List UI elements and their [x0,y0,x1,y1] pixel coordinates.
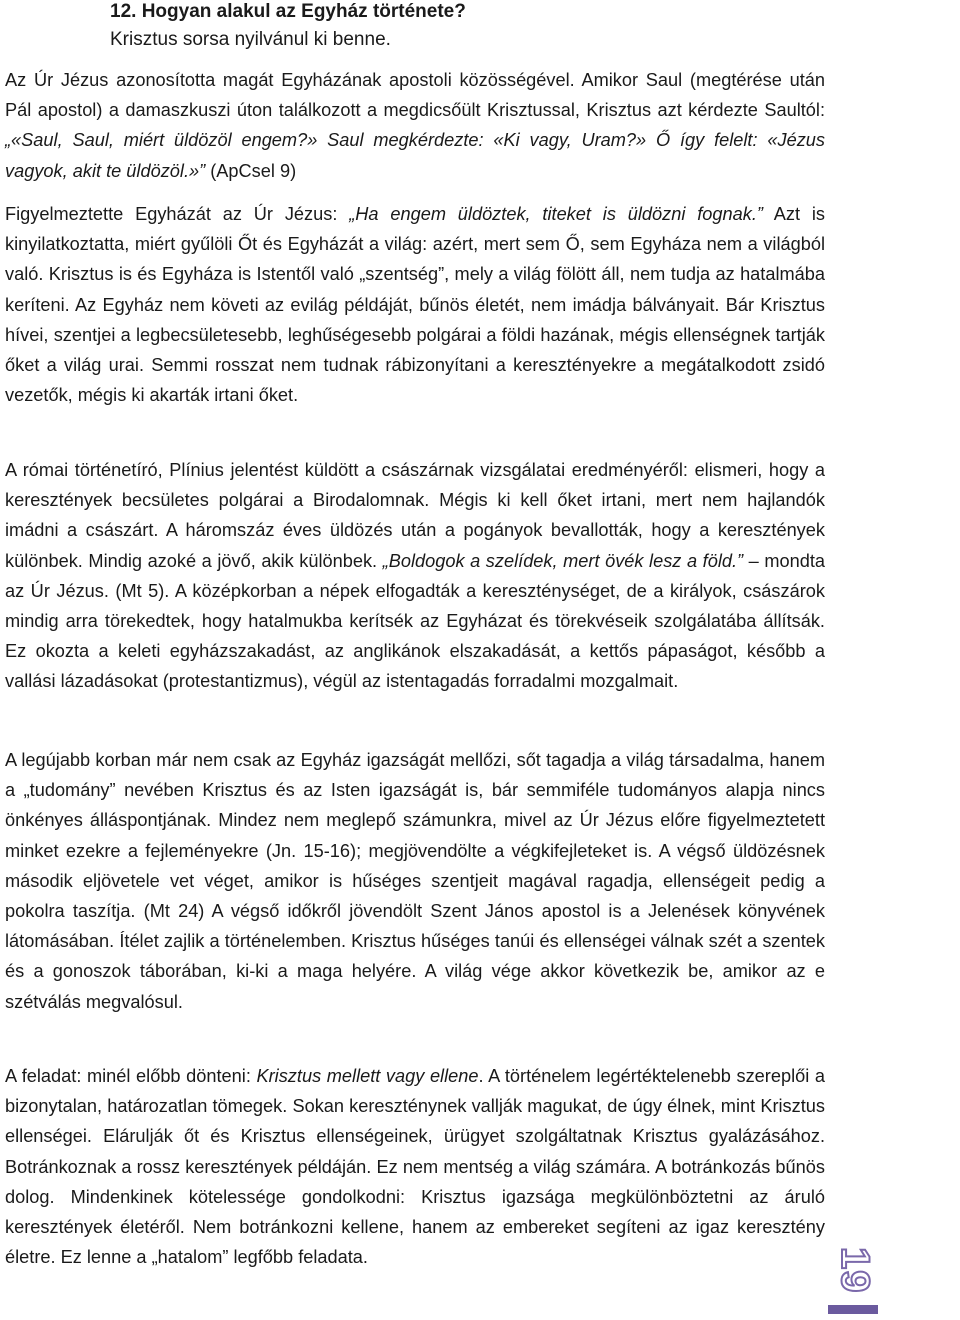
section-number: 12. [110,1,137,22]
section-title: Hogyan alakul az Egyház története? [141,1,466,22]
paragraph-2-quote: „Ha engem üldöztek, titeket is üldözni fognak.” [349,204,763,224]
paragraph-1-quote: „«Saul, Saul, miért üldözöl engem?» Saul megkérdezte: «Ki vagy, Uram?» Ő így felelt: «Jézus vagyok, akit te üldözöl.»” [5,130,825,181]
page-number: 19 [833,1247,877,1294]
paragraph-5 [5,1061,825,1272]
paragraph-2 [5,199,825,410]
paragraph-1-text: Az Úr Jézus azonosította magát Egyházának apostoli közösségével. Amikor Saul (megtérése után Pál apostol) a damaszkuszi úton találkozott a megdicsőült Krisztussal, Krisztus azt kérdezte Saultól: [5,70,825,121]
paragraph-3-rest: – mondta az Úr Jézus. (Mt 5). A középkorban a népek elfogadták a kereszténységet, de a királyok, császárok mindig arra törekedtek, hogy hatalmukba kerítsék az Egyházat és törekvéseik szolgálatába állítsák. Ez okozta a keleti egyházszakadást, az anglikánok elszakadását, a kettős pápaságot, később a vallási lázadásokat (protestantizmus), végül az istentagadás forradalmi mozgalmait. [5,550,826,692]
page-number-badge [828,1238,878,1298]
page-number-bar [828,1305,878,1314]
section-subtitle: Krisztus sorsa nyilvánul ki benne. [110,29,391,50]
paragraph-1 [5,65,825,186]
paragraph-1-ref: (ApCsel 9) [205,160,297,181]
paragraph-3-quote: „Boldogok a szelídek, mert övék lesz a föld.” [382,550,744,571]
paragraph-2-text: Azt is kinyilatkoztatta, miért gyűlöli Őt és Egyházát a világ: azért, mert sem Ő, sem Egyháza nem a világból való. Krisztus is és Egyháza is Istentől való „szentség”, mely a világ fölött áll, nem tudja az hatalmába keríteni. Az Egyház nem követi az evilág példáját, bűnös életét, nem imádja bálványait. Bár Krisztus hívei, szentjei a legbecsületesebb, leghűségesebb polgárai a földi hazának, mégis ellenségnek tartják őket a világ urai. Semmi rosszat nem tudnak rábizonyítani a keresztényekre a megátalkodott zsidó vezetők, mégis ki akarták irtani őket. [5,204,826,406]
paragraph-4: A legújabb korban már nem csak az Egyház igazságát mellőzi, sőt tagadja a világ társadalma, hanem a „tudomány” nevében Krisztus és az Isten igazságát is, bár semmiféle tudományos alapja nincs önkényes álláspontjának. Mindez nem meglepő számunkra, mivel az Úr Jézus előre figyelmeztetett minket ezekre a fejleményekre (Jn. 15-16); megjövendölte a végkifejleteket is. A végső üldözésnek második eljövetele vet véget, amikor is hűséges szentjeit magával ragadja, ellenségeit pedig a pokolra taszítja. (Mt 24) A végső időkről jövendölt Szent János apostol is a Jelenések könyvének látomásában. Ítélet zajlik a történelemben. Krisztus hűséges tanúi és ellenségei válnak szét a szentek és a gonoszok táborában, ki-ki a maga helyére. A világ vége akkor következik be, amikor az e szétválás megvalósul. [5,750,825,1012]
paragraph-5-text: . A történelem legértéktelenebb szereplői a bizonytalan, határozatlan tömegek. Sokan kereszténynek vallják magukat, de úgy élnek, mint Krisztus ellenségei. Elárulják őt és Krisztus ellenségeinek, ürügyet szolgáltatnak Krisztus gyalázásához. Botránkoznak a rossz keresztények példáján. Ez nem mentség a világ számára. A botránkozás bűnös dolog. Mindenkinek kötelessége gondolkodni: Krisztus igazsága megkülönböztetni az áruló keresztények életéről. Nem botránkozni kellene, hanem az embereket segíteni az igaz keresztény életre. Ez lenne a „hatalom” legfőbb feladata. [5,1066,825,1268]
paragraph-3 [5,455,825,697]
paragraph-5-emphasis: Krisztus mellett vagy ellene [256,1066,479,1086]
paragraph-3-text: A római történetíró, Plínius jelentést küldött a császárnak vizsgálatai eredményéről: elismeri, hogy a keresztények becsületes polgárai a Birodalomnak. Mégis ki kell őket irtani, mert nem hajlandók imádni a császárt. A háromszáz éves üldözés után a pogányok bevallották, hogy a keresztények különbek. Mindig azoké a jövő, akik különbek. [5,460,825,571]
paragraph-2-intro: Figyelmeztette Egyházát az Úr Jézus: [5,204,350,224]
section-heading [110,0,466,54]
paragraph-5-intro: A feladat: minél előbb dönteni: [5,1066,257,1086]
